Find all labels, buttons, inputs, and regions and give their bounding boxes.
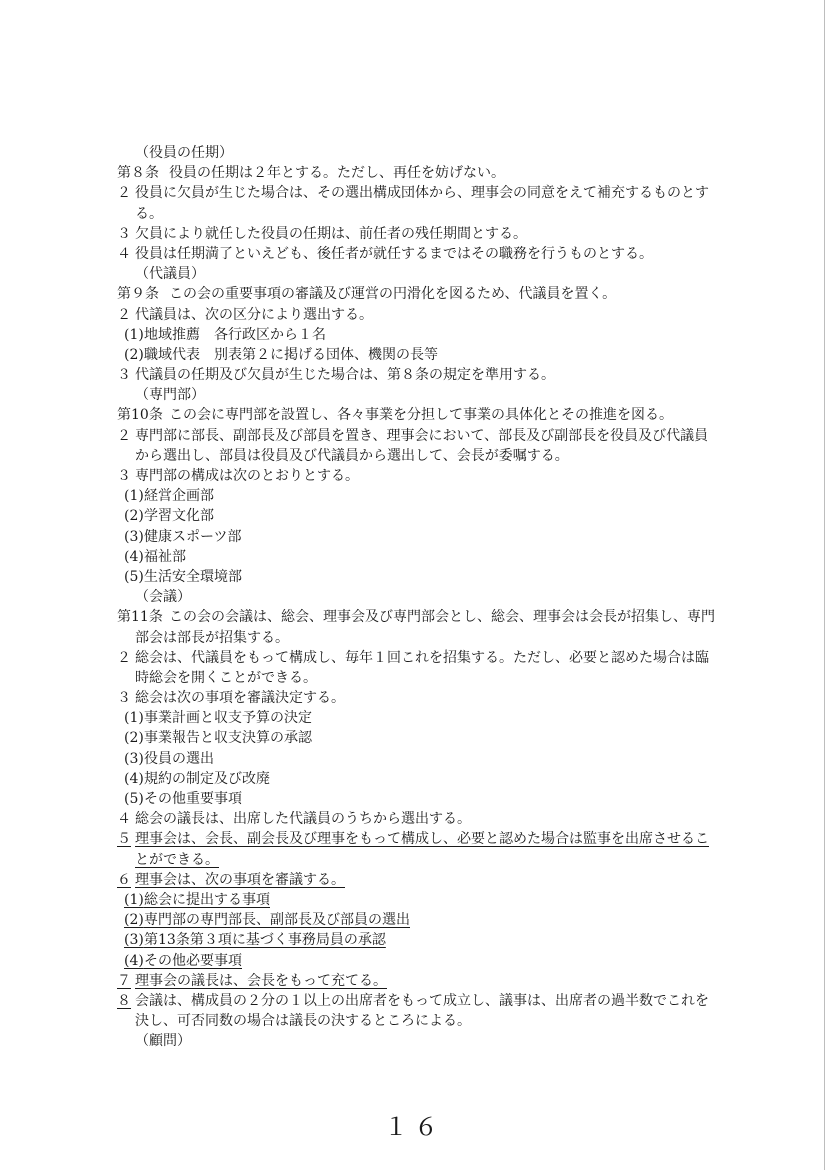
doc-line-article xyxy=(117,163,707,183)
doc-line-para xyxy=(117,991,707,1011)
doc-line-para xyxy=(117,809,707,829)
line-number: ２ xyxy=(117,185,131,202)
line-number: ３ xyxy=(117,690,131,707)
line-text: 専門部の構成は次のとおりとする。 xyxy=(135,468,359,484)
doc-line-cont xyxy=(117,628,707,648)
line-number: (1) xyxy=(124,488,144,505)
doc-line-para xyxy=(117,365,707,385)
doc-line-item xyxy=(117,708,707,728)
line-text: （役員の任期） xyxy=(135,145,233,161)
line-number: (4) xyxy=(124,548,144,565)
doc-line-cont xyxy=(117,446,707,466)
line-text: 総会の議長は、出席した代議員のうちから選出する。 xyxy=(135,811,471,828)
line-number: ４ xyxy=(117,245,131,262)
doc-line-para xyxy=(117,183,707,203)
line-text: 健康スポーツ部 xyxy=(144,528,242,545)
line-text: 理事会は、会長、副会長及び理事をもって構成し、必要と認めた場合は監事を出席させるこ xyxy=(135,831,709,848)
line-number: (4) xyxy=(124,770,144,787)
line-number: ３ xyxy=(117,367,131,384)
line-number: 第９条 xyxy=(117,286,159,303)
doc-line-para xyxy=(117,426,707,446)
line-text: 役員は任期満了といえども、後任者が就任するまではその職務を行うものとする。 xyxy=(135,245,653,262)
line-number: (1) xyxy=(124,326,144,343)
line-text: 専門部に部長、副部長及び部員を置き、理事会において、部長及び副部長を役員及び代議員 xyxy=(135,427,709,444)
line-number: ４ xyxy=(117,811,131,828)
line-number: ２ xyxy=(117,649,131,666)
line-text: 職域代表 別表第２に掲げる団体、機関の長等 xyxy=(144,346,438,363)
page-number: １６ xyxy=(384,1113,444,1141)
line-text: 代議員は、次の区分により選出する。 xyxy=(135,306,373,323)
doc-line-article xyxy=(117,284,707,304)
doc-line-item xyxy=(117,789,707,809)
doc-line-heading xyxy=(117,1031,707,1051)
doc-line-item xyxy=(117,910,707,930)
line-text: （代議員） xyxy=(135,266,205,283)
line-number: 第10条 xyxy=(117,407,163,424)
line-number: (5) xyxy=(124,791,144,807)
doc-line-cont xyxy=(117,204,707,224)
doc-line-cont xyxy=(117,668,707,688)
line-number: ３ xyxy=(117,225,131,242)
line-text: （会議） xyxy=(135,589,191,606)
doc-line-heading xyxy=(117,143,707,163)
line-text: 総会に提出する事項 xyxy=(144,891,270,908)
line-text: 事業報告と収支決算の承認 xyxy=(144,730,312,747)
doc-line-para xyxy=(117,829,707,849)
line-text: 会議は、構成員の２分の１以上の出席者をもって成立し、議事は、出席者の過半数でこれを xyxy=(135,992,709,1009)
doc-line-para xyxy=(117,971,707,991)
line-text: 地域推薦 各行政区から１名 xyxy=(144,326,326,343)
line-text: 生活安全環境部 xyxy=(144,568,242,585)
line-number: (2) xyxy=(124,912,144,929)
doc-line-article xyxy=(117,607,715,627)
doc-line-para xyxy=(117,224,707,244)
line-text: 役員の任期は２年とする。ただし、再任を妨げない。 xyxy=(169,165,505,182)
line-number: 第８条 xyxy=(117,165,159,182)
line-text: る。 xyxy=(135,205,163,222)
doc-line-para xyxy=(117,466,707,486)
doc-line-heading xyxy=(117,385,707,405)
doc-line-item xyxy=(117,749,707,769)
doc-line-item xyxy=(117,506,707,526)
doc-line-item xyxy=(117,930,707,950)
doc-line-item xyxy=(117,890,707,910)
line-text: 学習文化部 xyxy=(144,508,214,525)
line-text: 専門部の専門部長、副部長及び部員の選出 xyxy=(144,912,410,929)
line-text: とができる。 xyxy=(135,851,219,868)
line-number: (3) xyxy=(124,528,144,545)
line-text: 部会は部長が招集する。 xyxy=(135,629,289,646)
doc-line-item xyxy=(117,527,707,547)
line-text: 福祉部 xyxy=(144,548,186,565)
line-text: 役員の選出 xyxy=(144,750,214,767)
line-number: ２ xyxy=(117,427,131,444)
line-number: (2) xyxy=(124,730,144,747)
line-number: (4) xyxy=(124,952,144,969)
line-number: ２ xyxy=(117,306,131,323)
line-number: ８ xyxy=(117,992,131,1009)
line-number: (2) xyxy=(124,508,144,525)
doc-line-para xyxy=(117,244,707,264)
line-text: 役員に欠員が生じた場合は、その選出構成団体から、理事会の同意をえて補充するものとす xyxy=(135,185,709,202)
line-text: 事業計画と収支予算の決定 xyxy=(144,710,312,727)
line-text: 代議員の任期及び欠員が生じた場合は、第８条の規定を準用する。 xyxy=(135,367,555,384)
doc-line-cont xyxy=(117,1011,707,1031)
line-text: その他重要事項 xyxy=(144,791,242,807)
line-number: (3) xyxy=(124,932,144,949)
line-number: (3) xyxy=(124,750,144,767)
line-number: ７ xyxy=(117,972,131,989)
line-text: 経営企画部 xyxy=(144,488,214,505)
doc-line-heading xyxy=(117,264,707,284)
line-text: その他必要事項 xyxy=(144,952,242,969)
doc-line-item xyxy=(117,951,707,971)
line-number: ３ xyxy=(117,468,131,484)
line-number: (2) xyxy=(124,346,144,363)
line-text: 理事会の議長は、会長をもって充てる。 xyxy=(135,972,387,989)
doc-line-item xyxy=(117,769,707,789)
doc-line-item xyxy=(117,325,707,345)
line-text: 欠員により就任した役員の任期は、前任者の残任期間とする。 xyxy=(135,225,527,242)
line-text: （顧問） xyxy=(135,1033,191,1050)
line-number: (1) xyxy=(124,710,144,727)
line-text: （専門部） xyxy=(135,387,205,404)
line-text: この会の会議は、総会、理事会及び専門部会とし、総会、理事会は会長が招集し、専門 xyxy=(169,609,715,626)
doc-line-para xyxy=(117,648,707,668)
line-text: 総会は次の事項を審議決定する。 xyxy=(135,690,345,707)
doc-line-para xyxy=(117,305,707,325)
page-edge-line xyxy=(824,0,825,1170)
doc-line-heading xyxy=(117,587,707,607)
line-text: 総会は、代議員をもって構成し、毎年１回これを招集する。ただし、必要と認めた場合は臨 xyxy=(135,649,709,666)
doc-line-para xyxy=(117,870,707,890)
doc-line-para xyxy=(117,688,707,708)
line-text: 決し、可否同数の場合は議長の決するところによる。 xyxy=(135,1013,471,1030)
line-number: (1) xyxy=(124,891,144,908)
line-number: ５ xyxy=(117,831,131,848)
doc-line-cont xyxy=(117,850,707,870)
doc-line-item xyxy=(117,345,707,365)
doc-line-item xyxy=(117,547,707,567)
doc-line-article xyxy=(117,405,707,425)
line-number: ６ xyxy=(117,871,131,888)
line-text: から選出し、部員は役員及び代議員から選出して、会長が委嘱する。 xyxy=(135,447,569,464)
doc-line-item xyxy=(117,486,707,506)
doc-line-item xyxy=(117,567,707,587)
line-text: 第13条第３項に基づく事務局員の承認 xyxy=(144,932,386,949)
line-text: 規約の制定及び改廃 xyxy=(144,770,270,787)
line-text: 理事会は、次の事項を審議する。 xyxy=(135,871,345,888)
line-text: この会の重要事項の審議及び運営の円滑化を図るため、代議員を置く。 xyxy=(169,286,617,303)
line-text: この会に専門部を設置し、各々事業を分担して事業の具体化とその推進を図る。 xyxy=(169,407,673,424)
line-number: 第11条 xyxy=(117,609,163,626)
line-number: (5) xyxy=(124,568,144,585)
line-text: 時総会を開くことができる。 xyxy=(135,669,317,686)
document-body xyxy=(117,143,715,1051)
doc-line-item xyxy=(117,728,707,748)
